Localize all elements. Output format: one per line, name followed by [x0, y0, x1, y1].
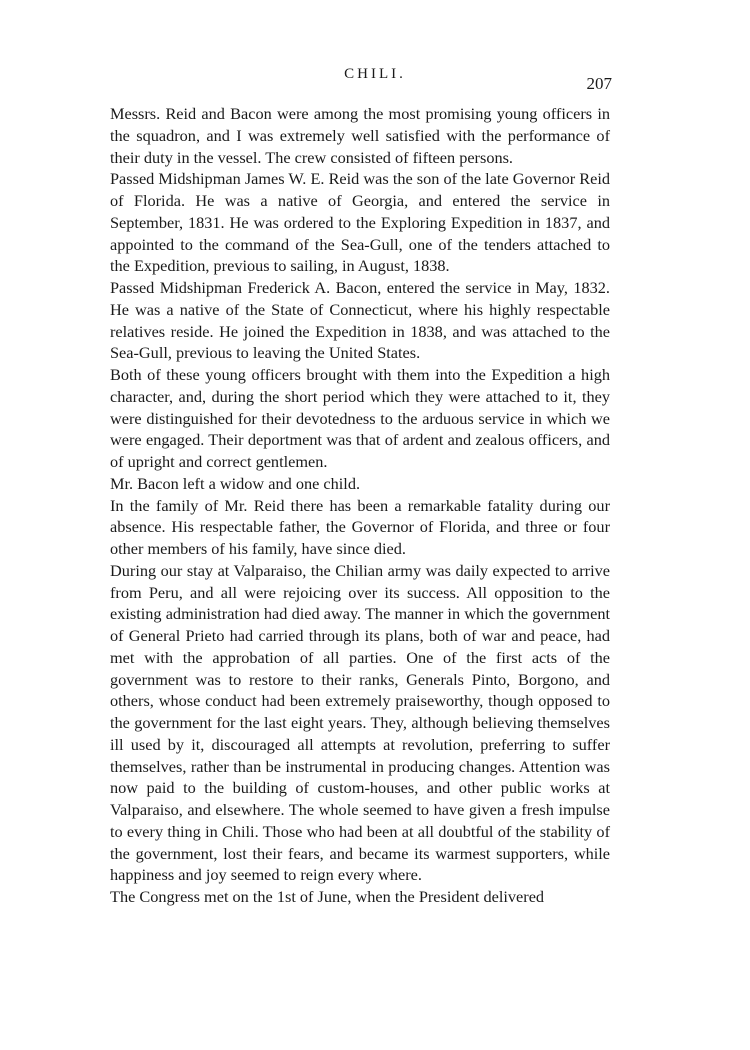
body-text	[110, 103, 610, 908]
running-title: CHILI.	[344, 66, 406, 82]
paragraph: Messrs. Reid and Bacon were among the most promising young officers in the squadron, and I was extremely well satisfied with the performance of their duty in the vessel. The crew consisted of fifteen persons.	[110, 104, 610, 167]
paragraph: In the family of Mr. Reid there has been a remarkable fatality during our absence. His respectable father, the Governor of Florida, and three or four other members of his family, have since died.	[110, 495, 610, 558]
paragraph: The Congress met on the 1st of June, when the President delivered	[110, 887, 545, 906]
running-head	[0, 66, 750, 93]
page-number: 207	[586, 74, 612, 93]
paragraph: Passed Midshipman Frederick A. Bacon, entered the service in May, 1832. He was a native of the State of Connecticut, where his highly respectable relatives reside. He joined the Expedition in 1838, and was attached to the Sea-Gull, previous to leaving the United States.	[110, 278, 610, 363]
paragraph: During our stay at Valparaiso, the Chilian army was daily expected to arrive from Peru, and all were rejoicing over its success. All opposition to the existing administration had died away. The manner in which the government of General Prieto had carried through its plans, both of war and peace, had met with the approbation of all parties. One of the first acts of the government was to restore to their ranks, Generals Pinto, Borgono, and others, whose conduct had been extremely praiseworthy, though opposed to the government for the last eight years. They, although believing themselves ill used by it, discouraged all attempts at revolution, preferring to suffer themselves, rather than be instrumental in producing changes. Attention was now paid to the building of custom-houses, and other public works at Valparaiso, and elsewhere. The whole seemed to have given a fresh impulse to every thing in Chili. Those who had been at all doubtful of the stability of the government, lost their fears, and became its warmest supporters, while happiness and joy seemed to reign every where.	[110, 560, 610, 885]
paragraph: Passed Midshipman James W. E. Reid was the son of the late Governor Reid of Florida. He was a native of Georgia, and entered the service in September, 1831. He was ordered to the Exploring Expedition in 1837, and appointed to the command of the Sea-Gull, one of the tenders attached to the Expedition, previous to sailing, in August, 1838.	[110, 169, 610, 276]
paragraph: Mr. Bacon left a widow and one child.	[110, 473, 361, 493]
paragraph: Both of these young officers brought with them into the Expedition a high character, and, during the short period which they were attached to it, they were distinguished for their devotedness to the arduous service in which we were engaged. Their deportment was that of ardent and zealous officers, and of upright and correct gentlemen.	[110, 365, 610, 471]
